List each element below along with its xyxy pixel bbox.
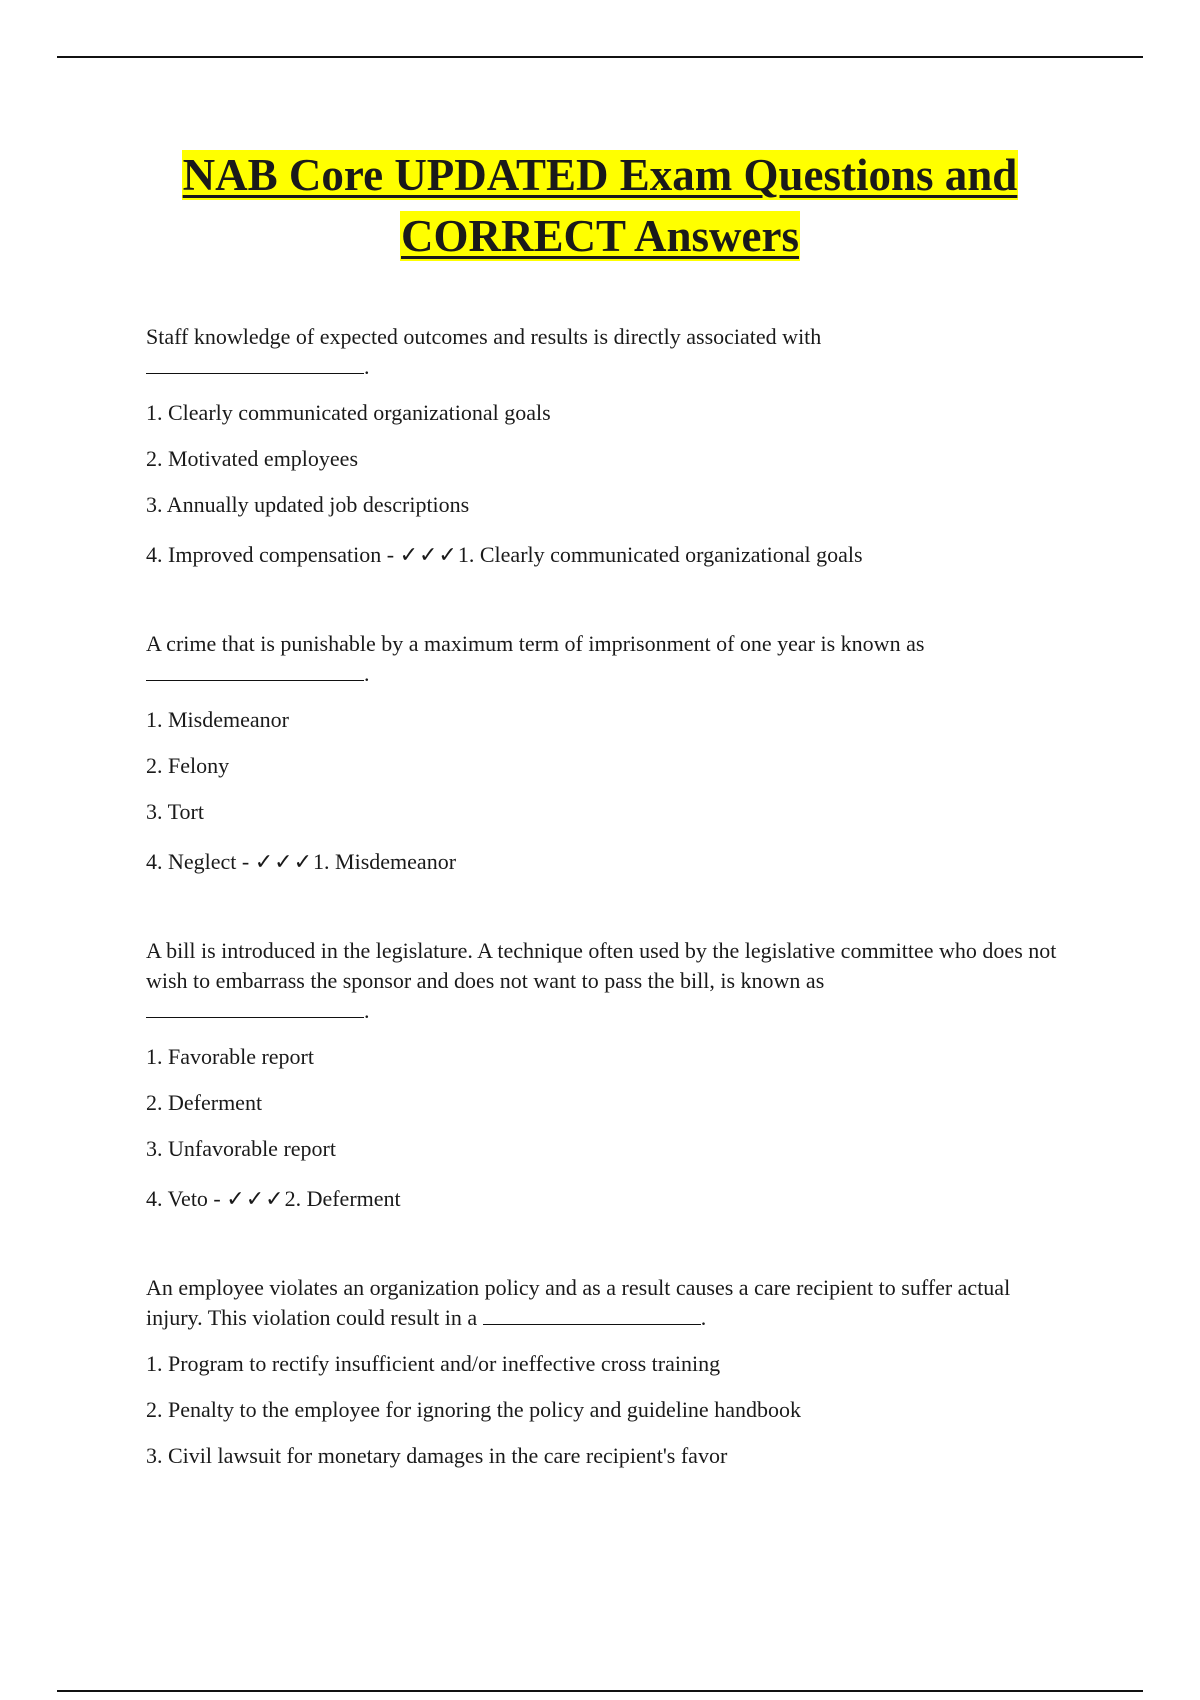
page-top-rule bbox=[57, 56, 1143, 58]
title-line-1: NAB Core UPDATED Exam Questions and bbox=[182, 150, 1018, 200]
checkmark-icon: ✓✓✓ bbox=[399, 543, 458, 568]
blank-suffix: . bbox=[700, 1305, 707, 1330]
option-item: 3. Unfavorable report bbox=[146, 1136, 336, 1161]
option-item: 2. Motivated employees bbox=[146, 446, 359, 471]
option-item: 2. Deferment bbox=[146, 1090, 263, 1115]
blank-suffix: . bbox=[364, 354, 370, 379]
correct-answer: 2. Deferment bbox=[284, 1186, 401, 1211]
question-item bbox=[146, 936, 1066, 1215]
page-bottom-rule bbox=[57, 1690, 1143, 1692]
answer-blank bbox=[146, 679, 364, 681]
option-item: 2. Felony bbox=[146, 753, 230, 778]
answer-blank bbox=[146, 1016, 364, 1018]
correct-answer: 1. Clearly communicated organizational goals bbox=[457, 542, 863, 567]
question-text: A bill is introduced in the legislature. A technique often used by the legislative committee who does not wish to embarrass the sponsor and does not want to pass the bill, is known as bbox=[146, 938, 1057, 993]
blank-suffix: . bbox=[364, 661, 370, 686]
question-stem bbox=[146, 629, 1066, 689]
option-item: 1. Misdemeanor bbox=[146, 707, 289, 732]
document-title bbox=[100, 145, 1100, 267]
title-line-2: CORRECT Answers bbox=[401, 211, 799, 261]
answer-blank bbox=[146, 372, 364, 374]
option-item-with-answer bbox=[146, 847, 1066, 878]
questions-list bbox=[146, 322, 1066, 1487]
option-text: 4. Improved compensation - bbox=[146, 542, 400, 567]
option-item: 3. Civil lawsuit for monetary damages in the care recipient's favor bbox=[146, 1443, 728, 1468]
question-stem bbox=[146, 936, 1066, 1026]
option-text: 4. Veto - bbox=[146, 1186, 227, 1211]
question-item bbox=[146, 1273, 1066, 1471]
correct-answer: 1. Misdemeanor bbox=[313, 849, 457, 874]
option-item: 3. Annually updated job descriptions bbox=[146, 492, 470, 517]
question-item bbox=[146, 629, 1066, 878]
question-item bbox=[146, 322, 1066, 571]
question-text: A crime that is punishable by a maximum term of imprisonment of one year is known as bbox=[146, 631, 925, 656]
question-stem bbox=[146, 1273, 1066, 1333]
answer-blank bbox=[483, 1323, 701, 1325]
checkmark-icon: ✓✓✓ bbox=[254, 850, 314, 875]
question-text: An employee violates an organization policy and as a result causes a care recipient to suffer actual injury. This violation could result in a bbox=[146, 1275, 1011, 1330]
option-item: 3. Tort bbox=[146, 799, 204, 824]
question-stem bbox=[146, 322, 1066, 382]
option-item: 1. Clearly communicated organizational goals bbox=[146, 400, 551, 425]
checkmark-icon: ✓✓✓ bbox=[226, 1187, 285, 1212]
option-item-with-answer bbox=[146, 540, 1066, 571]
question-text: Staff knowledge of expected outcomes and results is directly associated with bbox=[146, 324, 822, 349]
blank-suffix: . bbox=[364, 998, 370, 1023]
option-item: 1. Favorable report bbox=[146, 1044, 314, 1069]
option-text: 4. Neglect - bbox=[146, 849, 255, 874]
option-item: 2. Penalty to the employee for ignoring the policy and guideline handbook bbox=[146, 1397, 801, 1422]
option-item: 1. Program to rectify insufficient and/or ineffective cross training bbox=[146, 1351, 721, 1376]
option-item-with-answer bbox=[146, 1184, 1066, 1215]
